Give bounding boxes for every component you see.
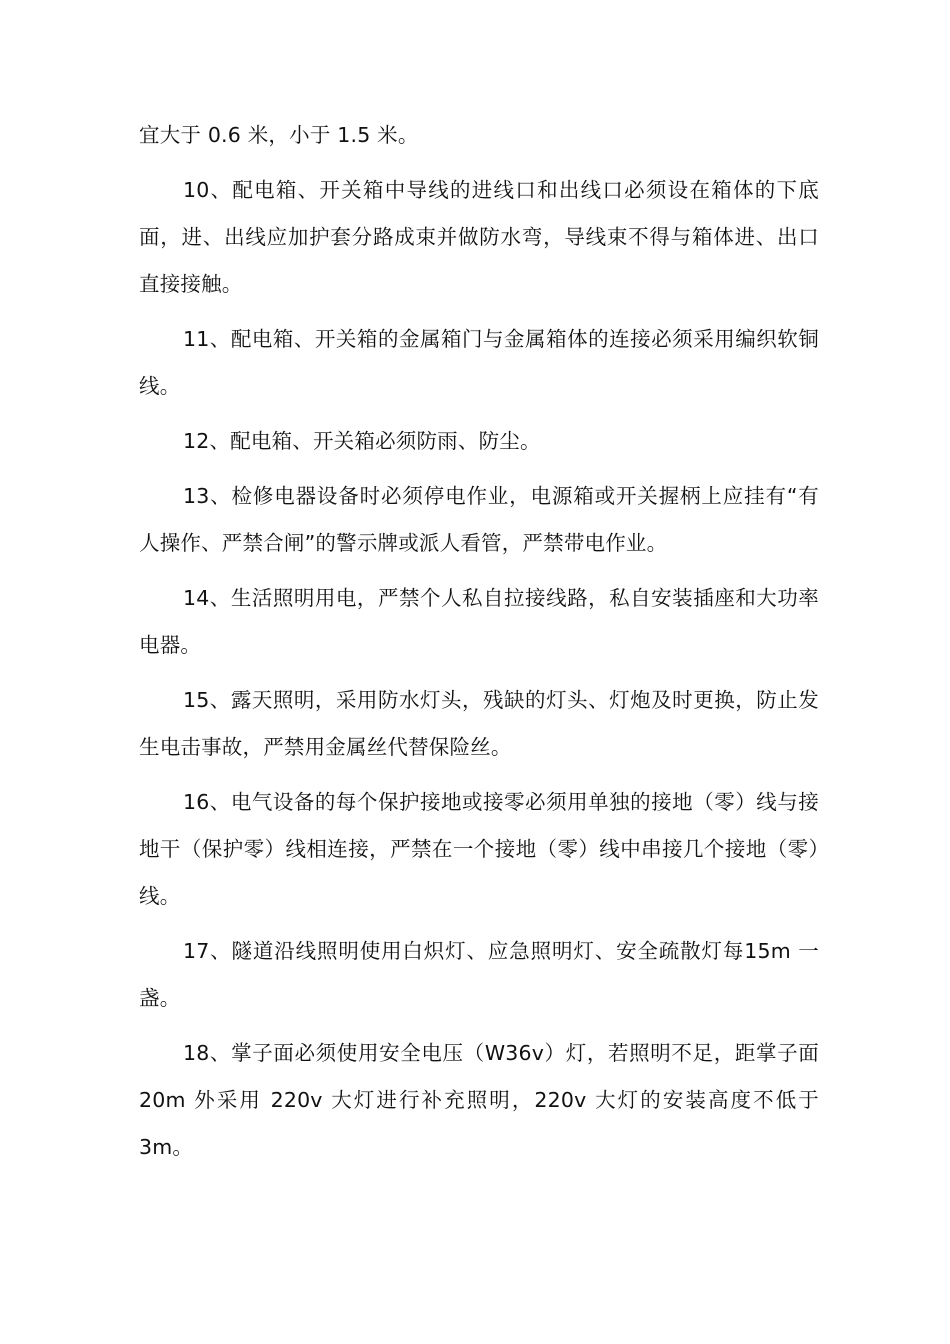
paragraph-item-17: 17、隧道沿线照明使用白炽灯、应急照明灯、安全疏散灯每15m 一盏。	[139, 939, 819, 1010]
paragraph-item-11: 11、配电箱、开关箱的金属箱门与金属箱体的连接必须采用编织软铜线。	[139, 327, 819, 398]
paragraph-item-12: 12、配电箱、开关箱必须防雨、防尘。	[183, 429, 541, 453]
paragraph-item-16: 16、电气设备的每个保护接地或接零必须用单独的接地（零）线与接地干（保护零）线相连接，严禁在一个接地（零）线中串接几个接地（零）线。	[139, 790, 819, 908]
paragraph-continuation: 宜大于 0.6 米，小于 1.5 米。	[139, 123, 419, 147]
paragraph-item-13: 13、检修电器设备时必须停电作业，电源箱或开关握柄上应挂有“有人操作、严禁合闸”的警示牌或派人看管，严禁带电作业。	[139, 484, 819, 555]
paragraph-item-18: 18、掌子面必须使用安全电压（W36v）灯，若照明不足，距掌子面 20m 外采用 220v 大灯进行补充照明，220v 大灯的安装高度不低于 3m。	[139, 1041, 819, 1159]
paragraph-item-15: 15、露天照明，采用防水灯头，残缺的灯头、灯炮及时更换，防止发生电击事故，严禁用金属丝代替保险丝。	[139, 688, 819, 759]
paragraph-item-10: 10、配电箱、开关箱中导线的进线口和出线口必须设在箱体的下底面，进、出线应加护套分路成束并做防水弯，导线束不得与箱体进、出口直接接触。	[139, 178, 819, 296]
document-body	[139, 112, 819, 1171]
paragraph-item-14: 14、生活照明用电，严禁个人私自拉接线路，私自安装插座和大功率电器。	[139, 586, 819, 657]
